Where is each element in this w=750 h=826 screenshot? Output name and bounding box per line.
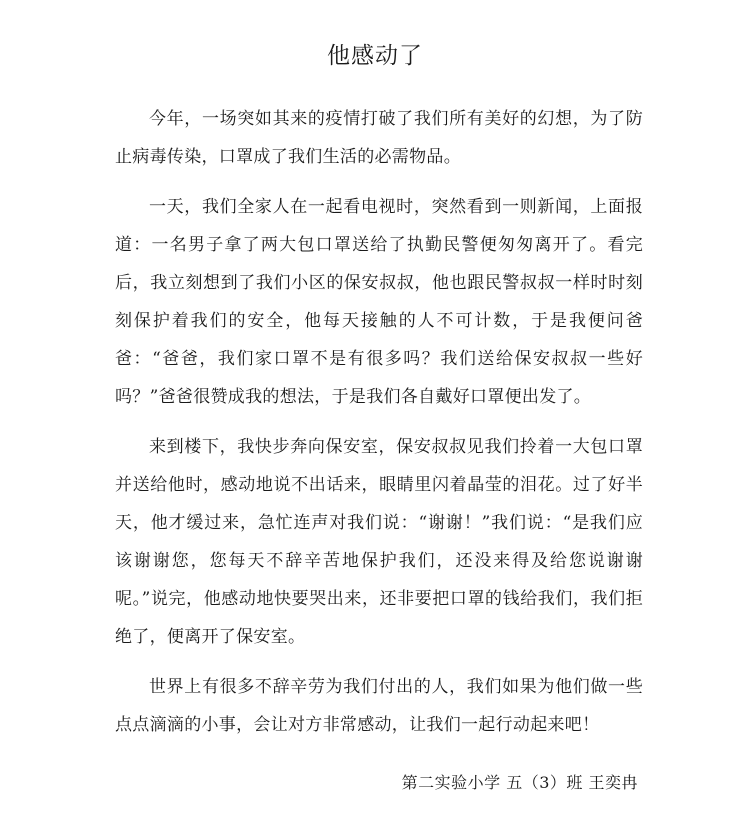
paragraph-3: 来到楼下，我快步奔向保安室，保安叔叔见我们拎着一大包口罩并送给他时，感动地说不出话来，眼睛里闪着晶莹的泪花。过了好半天，他才缓过来，急忙连声对我们说：“谢谢！”我们说：“是我们应该谢谢您，您每天不辞辛苦地保护我们，还没来得及给您说谢谢呢。”说完，他感动地快要哭出来，还非要把口罩的钱给我们，我们拒绝了，便离开了保安室。 — [115, 437, 643, 647]
paragraph-2: 一天，我们全家人在一起看电视时，突然看到一则新闻，上面报道：一名男子拿了两大包口罩送给了执勤民警便匆匆离开了。看完后，我立刻想到了我们小区的保安叔叔，他也跟民警叔叔一样时时刻刻保护着我们的安全，他每天接触的人不可计数，于是我便问爸爸：“爸爸，我们家口罩不是有很多吗？我们送给保安叔叔一些好吗？”爸爸很赞成我的想法，于是我们各自戴好口罩便出发了。 — [115, 197, 643, 407]
paragraph-4: 世界上有很多不辞辛劳为我们付出的人，我们如果为他们做一些点点滴滴的小事，会让对方非常感动，让我们一起行动起来吧！ — [115, 677, 643, 735]
essay-body — [115, 100, 643, 756]
author-signature: 第二实验小学 五（3）班 王奕冉 — [401, 773, 638, 792]
essay-title: 他感动了 — [327, 43, 423, 69]
paragraph-1: 今年，一场突如其来的疫情打破了我们所有美好的幻想，为了防止病毒传染，口罩成了我们生活的必需物品。 — [115, 109, 643, 167]
